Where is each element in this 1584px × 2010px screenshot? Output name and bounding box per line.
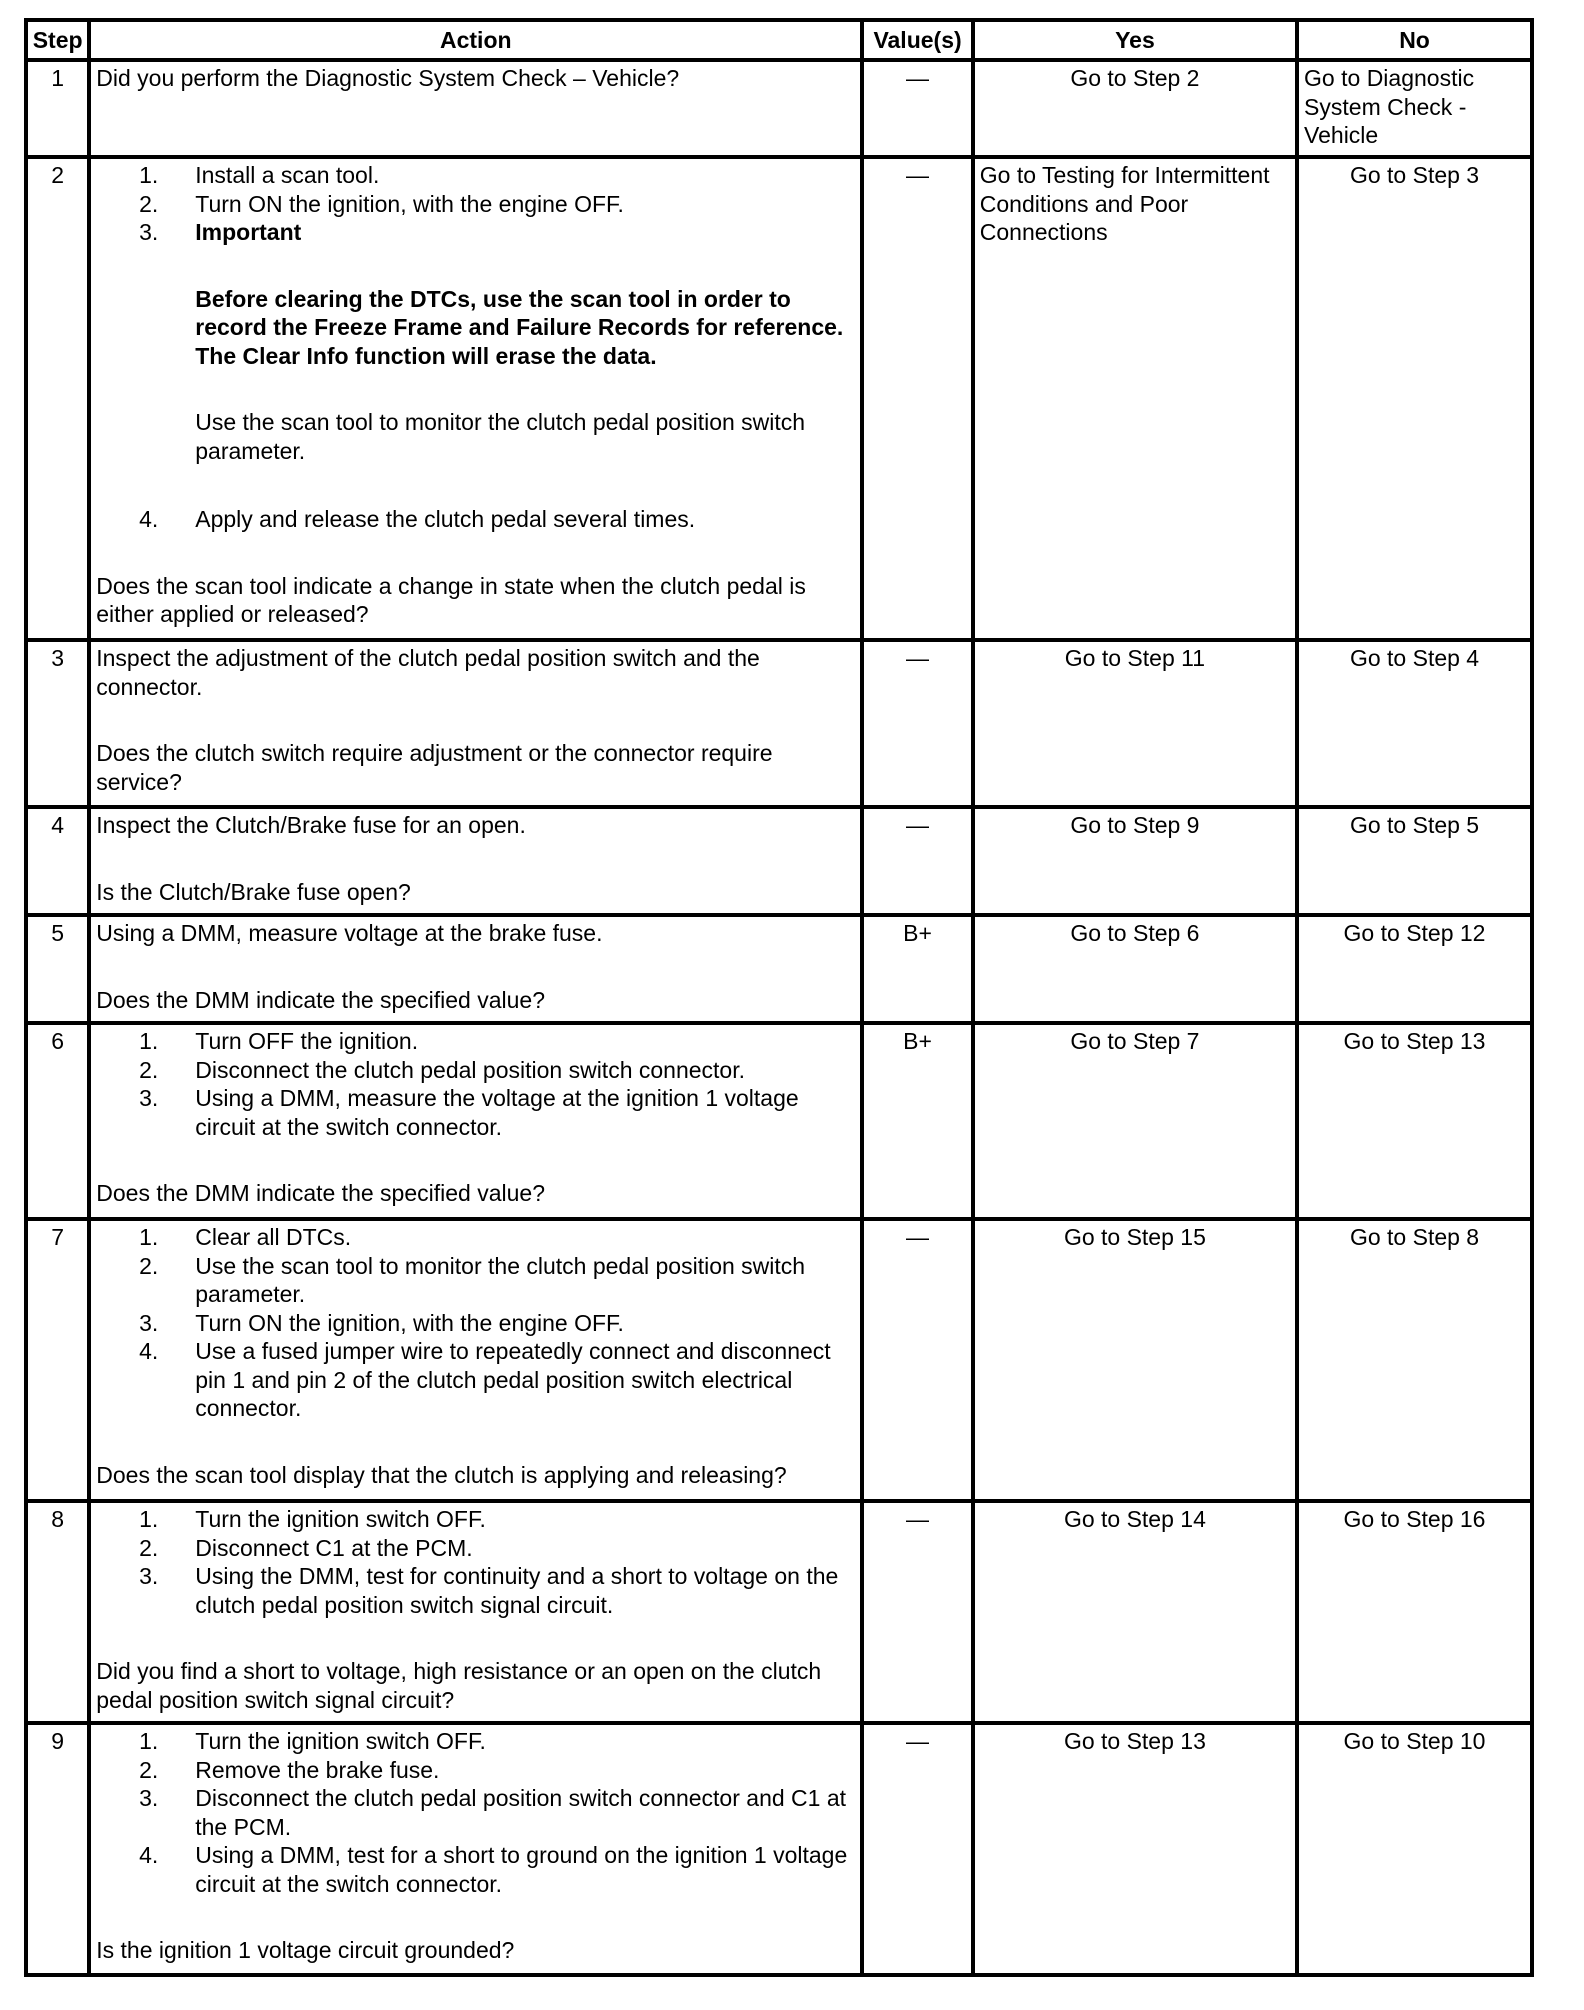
value-cell: — xyxy=(862,1723,972,1975)
action-cell xyxy=(89,1723,862,1975)
no-cell: Go to Step 8 xyxy=(1297,1219,1532,1501)
list-item: 3. Using a DMM, measure the voltage at the ignition 1 voltage circuit at the switch connector. xyxy=(139,1085,799,1140)
list-item: 1. Clear all DTCs. xyxy=(139,1224,352,1250)
header-yes: Yes xyxy=(973,20,1297,60)
step-number: 2 xyxy=(26,157,89,640)
question-text: Did you find a short to voltage, high resistance or an open on the clutch pedal position switch signal circuit? xyxy=(96,1658,822,1713)
step-number: 4 xyxy=(26,807,89,915)
question-text: Does the clutch switch require adjustment or the connector require service? xyxy=(96,740,773,795)
step-number: 1 xyxy=(26,60,89,157)
no-cell: Go to Step 4 xyxy=(1297,640,1532,807)
action-cell xyxy=(89,915,862,1023)
list-item: 3. Using the DMM, test for continuity and a short to voltage on the clutch pedal position switch signal circuit. xyxy=(139,1563,839,1618)
value-cell: — xyxy=(862,640,972,807)
list-item: 1. Install a scan tool. xyxy=(139,162,380,188)
header-no: No xyxy=(1297,20,1532,60)
list-item: 3. Turn ON the ignition, with the engine OFF. xyxy=(139,1309,624,1336)
yes-cell: Go to Step 14 xyxy=(973,1501,1297,1723)
procedure-list xyxy=(96,1223,855,1423)
yes-cell: Go to Step 11 xyxy=(973,640,1297,807)
yes-cell: Go to Step 9 xyxy=(973,807,1297,915)
yes-cell: Go to Step 15 xyxy=(973,1219,1297,1501)
important-note: Before clearing the DTCs, use the scan tool in order to record the Freeze Frame and Failure Records for reference. The Clear Info function will erase the data. xyxy=(195,285,844,369)
question-text: Does the scan tool indicate a change in state when the clutch pedal is either applied or released? xyxy=(96,572,806,627)
important-followup: Use the scan tool to monitor the clutch pedal position switch parameter. xyxy=(195,409,806,464)
list-item: 2. Disconnect the clutch pedal position switch connector. xyxy=(139,1056,746,1083)
list-item: 1. Turn OFF the ignition. xyxy=(139,1028,419,1054)
no-cell: Go to Step 3 xyxy=(1297,157,1532,640)
action-cell xyxy=(89,807,862,915)
question-text: Is the ignition 1 voltage circuit grounded? xyxy=(96,1937,515,1963)
value-cell: B+ xyxy=(862,915,972,1023)
step-number: 3 xyxy=(26,640,89,807)
table-row xyxy=(26,640,1532,807)
step-number: 7 xyxy=(26,1219,89,1501)
action-cell xyxy=(89,157,862,640)
value-cell: — xyxy=(862,157,972,640)
yes-cell: Go to Step 2 xyxy=(973,60,1297,157)
list-item: 1. Turn the ignition switch OFF. xyxy=(139,1728,486,1754)
list-item: 2. Disconnect C1 at the PCM. xyxy=(139,1534,473,1561)
question-text: Does the scan tool display that the clutch is applying and releasing? xyxy=(96,1461,787,1488)
no-cell: Go to Diagnostic System Check - Vehicle xyxy=(1297,60,1532,157)
value-cell: — xyxy=(862,1219,972,1501)
header-row xyxy=(26,20,1532,60)
value-cell: — xyxy=(862,1501,972,1723)
list-item: 3. Disconnect the clutch pedal position switch connector and C1 at the PCM. xyxy=(139,1785,847,1840)
table-row xyxy=(26,1501,1532,1723)
list-item: 2. Turn ON the ignition, with the engine OFF. xyxy=(139,190,624,217)
list-item: 1. Turn the ignition switch OFF. xyxy=(139,1506,486,1532)
diagnostic-table xyxy=(24,18,1534,1977)
procedure-list xyxy=(96,1727,855,1898)
action-text: Did you perform the Diagnostic System Check – Vehicle? xyxy=(96,65,680,91)
step-number: 6 xyxy=(26,1023,89,1219)
value-cell: — xyxy=(862,60,972,157)
action-text: Using a DMM, measure voltage at the brake fuse. xyxy=(96,920,603,946)
value-cell: — xyxy=(862,807,972,915)
header-step: Step xyxy=(26,20,89,60)
value-cell: B+ xyxy=(862,1023,972,1219)
list-item: 3. Important Before clearing the DTCs, use the scan tool in order to record the Freeze Frame and Failure Records for reference. The Clear Info function will erase the data. Use the scan tool to monitor the clutch pedal position switch parameter. xyxy=(96,218,855,465)
action-cell xyxy=(89,1501,862,1723)
action-text: Inspect the Clutch/Brake fuse for an open. xyxy=(96,812,526,838)
no-cell: Go to Step 12 xyxy=(1297,915,1532,1023)
action-text: Inspect the adjustment of the clutch pedal position switch and the connector. xyxy=(96,645,760,700)
yes-cell: Go to Step 7 xyxy=(973,1023,1297,1219)
table-row xyxy=(26,807,1532,915)
action-cell xyxy=(89,60,862,157)
action-cell xyxy=(89,640,862,807)
action-cell xyxy=(89,1219,862,1501)
important-heading: Important xyxy=(195,219,302,245)
step-number: 5 xyxy=(26,915,89,1023)
no-cell: Go to Step 10 xyxy=(1297,1723,1532,1975)
question-text: Does the DMM indicate the specified value? xyxy=(96,1180,545,1206)
header-values: Value(s) xyxy=(862,20,972,60)
yes-cell: Go to Step 6 xyxy=(973,915,1297,1023)
procedure-list xyxy=(96,161,855,534)
no-cell: Go to Step 13 xyxy=(1297,1023,1532,1219)
list-item: 4. Using a DMM, test for a short to ground on the ignition 1 voltage circuit at the switch connector. xyxy=(139,1842,848,1897)
no-cell: Go to Step 16 xyxy=(1297,1501,1532,1723)
action-cell xyxy=(89,1023,862,1219)
question-text: Is the Clutch/Brake fuse open? xyxy=(96,878,411,905)
list-item: 2. Remove the brake fuse. xyxy=(139,1756,440,1783)
step-number: 8 xyxy=(26,1501,89,1723)
table-row xyxy=(26,1023,1532,1219)
procedure-list xyxy=(96,1027,855,1141)
question-text: Does the DMM indicate the specified value? xyxy=(96,986,545,1013)
list-item: 4. Apply and release the clutch pedal several times. xyxy=(139,506,696,532)
table-row xyxy=(26,915,1532,1023)
table-row xyxy=(26,1723,1532,1975)
list-item: 2. Use the scan tool to monitor the clutch pedal position switch parameter. xyxy=(139,1252,806,1307)
yes-cell: Go to Testing for Intermittent Conditions and Poor Connections xyxy=(973,157,1297,640)
yes-cell: Go to Step 13 xyxy=(973,1723,1297,1975)
list-item: 4. Use a fused jumper wire to repeatedly connect and disconnect pin 1 and pin 2 of the clutch pedal position switch electrical connector. xyxy=(139,1338,831,1421)
table-row xyxy=(26,1219,1532,1501)
procedure-list xyxy=(96,1505,855,1619)
table-row xyxy=(26,60,1532,157)
no-cell: Go to Step 5 xyxy=(1297,807,1532,915)
table-row xyxy=(26,157,1532,640)
header-action: Action xyxy=(89,20,862,60)
step-number: 9 xyxy=(26,1723,89,1975)
